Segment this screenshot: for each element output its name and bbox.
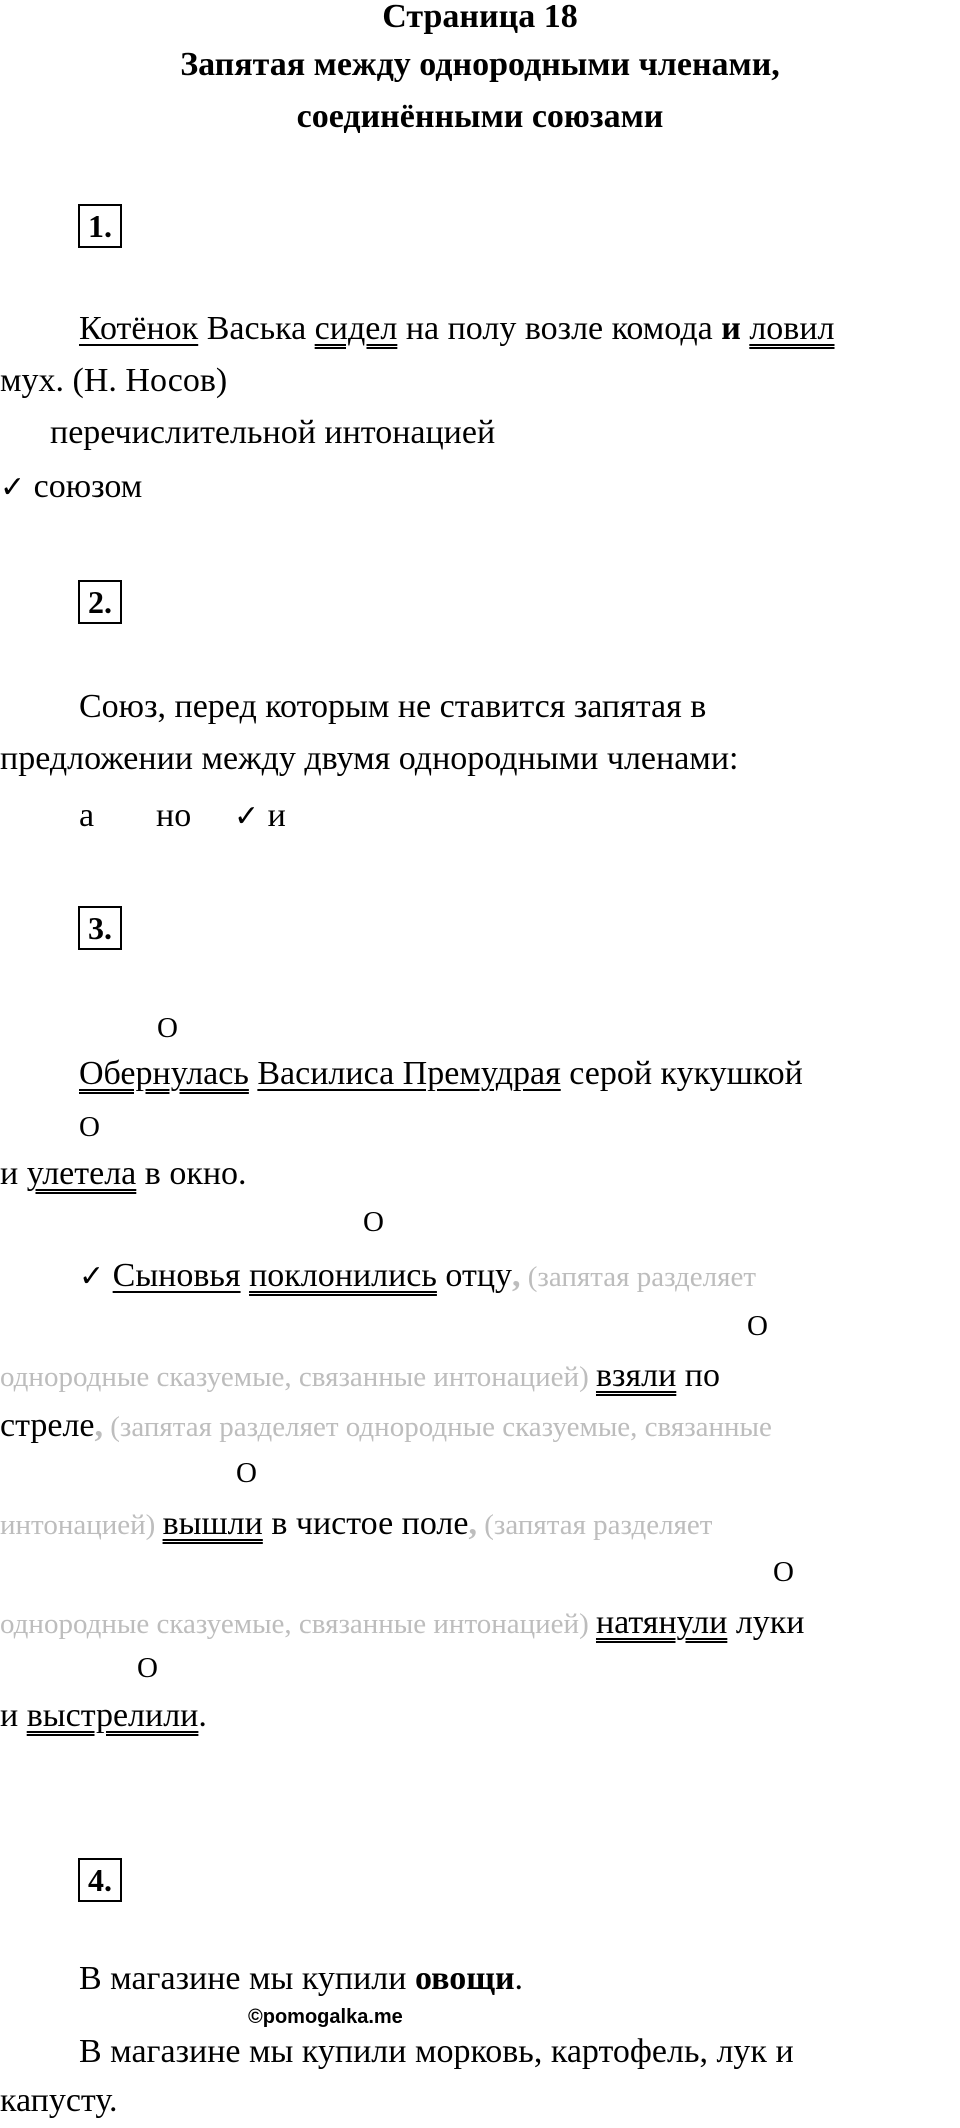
comment: однородные сказуемые, связанные интонацией) bbox=[0, 1608, 596, 1640]
check-icon: ✓ bbox=[0, 470, 26, 505]
task3-s2-line2: однородные сказуемые, связанные интонацией) взяли по bbox=[0, 1357, 720, 1394]
task3-s2-line6: и выстрелили. bbox=[0, 1697, 207, 1734]
homogeneous-mark: О bbox=[157, 1012, 178, 1044]
homogeneous-mark: О bbox=[773, 1556, 794, 1588]
task1-sentence-line2: мух. (Н. Носов) bbox=[0, 362, 228, 399]
homogeneous-mark: О bbox=[747, 1310, 768, 1342]
subject: Сыновья bbox=[112, 1257, 241, 1294]
section-title: Запятая между однородными членами, bbox=[180, 46, 780, 83]
task1-sentence-line1: Котёнок Васька сидел на полу возле комода и ловил bbox=[79, 310, 835, 347]
homogeneous-mark: О bbox=[79, 1111, 100, 1143]
homogeneous-mark: О bbox=[363, 1206, 384, 1238]
task2-line1: Союз, перед которым не ставится запятая в bbox=[79, 688, 707, 725]
task4-line3: капусту. bbox=[0, 2082, 118, 2119]
comment: однородные сказуемые, связанные интонацией) bbox=[0, 1361, 596, 1393]
comment: интонацией) bbox=[0, 1509, 163, 1541]
task1-option-2: ✓ союзом bbox=[0, 468, 143, 505]
watermark: ©pomogalka.me bbox=[248, 2006, 403, 2028]
comment: (запятая разделяет bbox=[476, 1509, 713, 1541]
task4-line2: В магазине мы купили морковь, картофель, лук и bbox=[79, 2033, 794, 2070]
task3-s1-line1: Обернулась Василиса Премудрая серой кукушкой bbox=[79, 1055, 803, 1092]
task-number-1: 1. bbox=[78, 204, 122, 248]
predicate: вышли bbox=[162, 1505, 263, 1542]
predicate: улетела bbox=[26, 1155, 137, 1192]
check-icon: ✓ bbox=[79, 1259, 105, 1294]
task2-option-c: ✓ и bbox=[234, 797, 286, 834]
task2-option-a: а bbox=[79, 797, 95, 834]
subject: Василиса Премудрая bbox=[257, 1055, 561, 1092]
task3-s2-line4: интонацией) вышли в чистое поле, (запятая разделяет bbox=[0, 1505, 713, 1542]
page-title: Страница 18 bbox=[382, 0, 578, 35]
task3-s2-line3: стреле, (запятая разделяет однородные сказуемые, связанные bbox=[0, 1407, 772, 1444]
predicate: натянули bbox=[595, 1604, 728, 1641]
predicate: Обернулась bbox=[79, 1055, 249, 1092]
predicate: поклонились bbox=[249, 1257, 437, 1294]
task2-line2: предложении между двумя однородными членами: bbox=[0, 740, 739, 777]
comment: (запятая разделяет bbox=[520, 1261, 756, 1293]
task2-option-b: но bbox=[156, 797, 192, 834]
task1-option-1: перечислительной интонацией bbox=[50, 414, 496, 451]
conjunction: и bbox=[721, 310, 741, 347]
homogeneous-mark: О bbox=[137, 1652, 158, 1684]
task3-s2-line1: ✓ Сыновья поклонились отцу, (запятая разделяет bbox=[79, 1257, 756, 1294]
task3-s2-line5: однородные сказуемые, связанные интонацией) натянули луки bbox=[0, 1604, 805, 1641]
comment: (запятая разделяет однородные сказуемые, связанные bbox=[103, 1411, 772, 1443]
homogeneous-mark: О bbox=[236, 1457, 257, 1489]
predicate: выстрелили bbox=[26, 1697, 199, 1734]
predicate: сидел bbox=[314, 310, 398, 347]
subject: Котёнок bbox=[79, 310, 199, 347]
check-icon: ✓ bbox=[234, 799, 260, 834]
section-subtitle: соединёнными союзами bbox=[296, 98, 664, 135]
predicate: взяли bbox=[595, 1357, 677, 1394]
task-number-4: 4. bbox=[78, 1858, 122, 1902]
task3-s1-line2: и улетела в окно. bbox=[0, 1155, 247, 1192]
task-number-3: 3. bbox=[78, 906, 122, 950]
generalizing-word: овощи bbox=[414, 1960, 515, 1997]
task-number-2: 2. bbox=[78, 580, 122, 624]
task4-line1: В магазине мы купили овощи. bbox=[79, 1960, 524, 1997]
predicate: ловил bbox=[749, 310, 835, 347]
